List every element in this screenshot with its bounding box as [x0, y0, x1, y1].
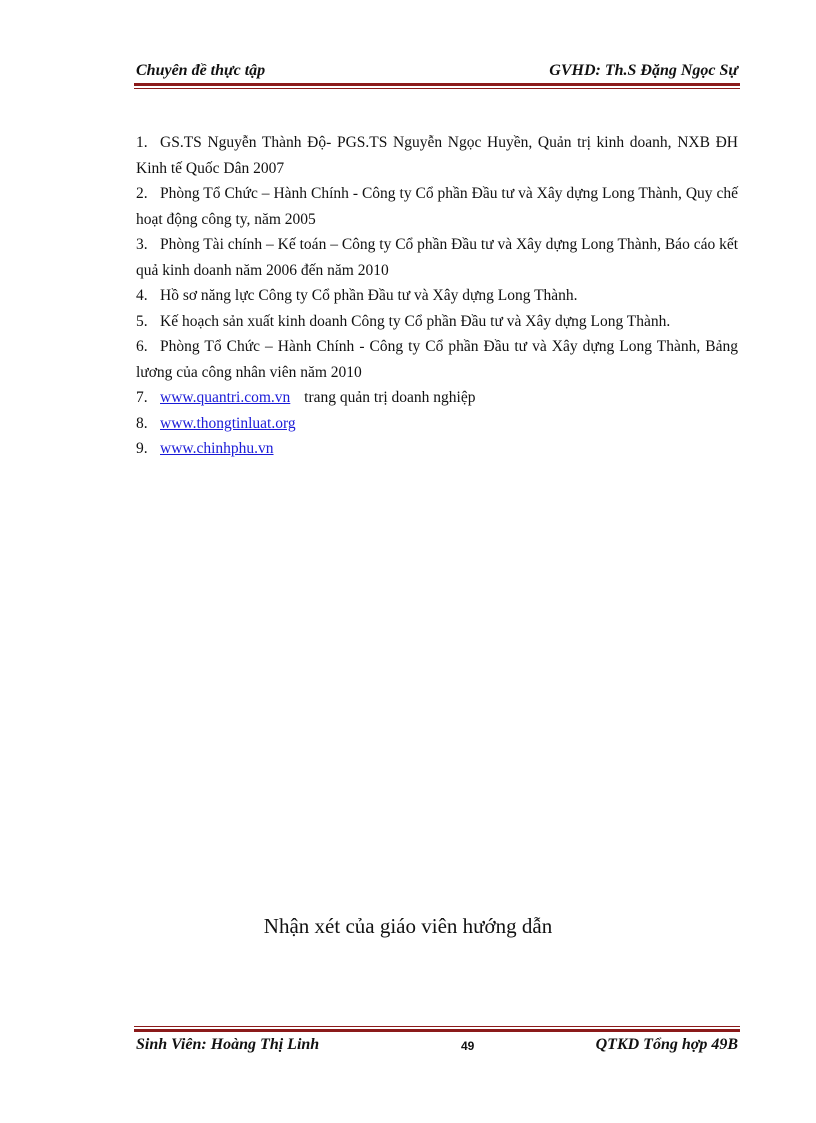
page-number: 49: [461, 1039, 475, 1053]
header-supervisor: GVHD: Th.S Đặng Ngọc Sự: [549, 62, 738, 79]
reference-text: Phòng Tài chính – Kế toán – Công ty Cổ phần Đầu tư và Xây dựng Long Thành, Báo cáo kết quả kinh doanh năm 2006 đến năm 2010: [136, 236, 739, 279]
reference-number: 7.: [136, 389, 148, 406]
reference-item: [136, 181, 738, 232]
reference-item: [136, 309, 738, 335]
reference-number: 9.: [136, 440, 148, 457]
reference-item: [136, 411, 738, 437]
reference-item: [136, 283, 738, 309]
reference-link[interactable]: www.quantri.com.vn: [160, 389, 291, 406]
header-rule-thick: [134, 83, 740, 86]
header-rule-thin: [134, 88, 740, 89]
reference-text: Hồ sơ năng lực Công ty Cổ phần Đầu tư và Xây dựng Long Thành.: [160, 287, 578, 304]
header-title: Chuyên đề thực tập: [136, 62, 266, 79]
reference-text: trang quản trị doanh nghiệp: [304, 389, 476, 406]
reference-item: [136, 436, 738, 462]
reference-item: [136, 334, 738, 385]
reference-link[interactable]: www.thongtinluat.org: [160, 414, 296, 432]
reference-text: Phòng Tổ Chức – Hành Chính - Công ty Cổ phần Đầu tư và Xây dựng Long Thành, Bảng lương của công nhân viên năm 2010: [136, 338, 738, 381]
footer-rule-thick: [134, 1029, 740, 1032]
reference-text: Kế hoạch sản xuất kinh doanh Công ty Cổ phần Đầu tư và Xây dựng Long Thành.: [160, 312, 671, 330]
reference-item: [136, 130, 738, 181]
footer-class: QTKD Tổng hợp 49B: [595, 1036, 738, 1053]
reference-number: 6.: [136, 338, 148, 355]
reference-item: [136, 232, 738, 283]
reference-list: [136, 130, 738, 462]
reference-number: 8.: [136, 414, 148, 432]
reference-number: 3.: [136, 236, 148, 253]
reference-link[interactable]: www.chinhphu.vn: [160, 440, 274, 457]
reference-number: 5.: [136, 312, 148, 330]
reference-number: 2.: [136, 185, 148, 202]
reference-number: 4.: [136, 287, 148, 304]
reference-number: 1.: [136, 134, 148, 151]
reference-text: Phòng Tổ Chức – Hành Chính - Công ty Cổ phần Đầu tư và Xây dựng Long Thành, Quy chế hoạt động công ty, năm 2005: [136, 185, 738, 228]
reference-item: [136, 385, 738, 411]
footer-student: Sinh Viên: Hoàng Thị Linh: [136, 1036, 320, 1053]
supervisor-comment-heading: Nhận xét của giáo viên hướng dẫn: [263, 914, 553, 938]
reference-text: GS.TS Nguyễn Thành Độ- PGS.TS Nguyễn Ngọc Huyền, Quản trị kinh doanh, NXB ĐH Kinh tế Quốc Dân 2007: [136, 134, 738, 177]
footer-rule-thin: [134, 1026, 740, 1027]
